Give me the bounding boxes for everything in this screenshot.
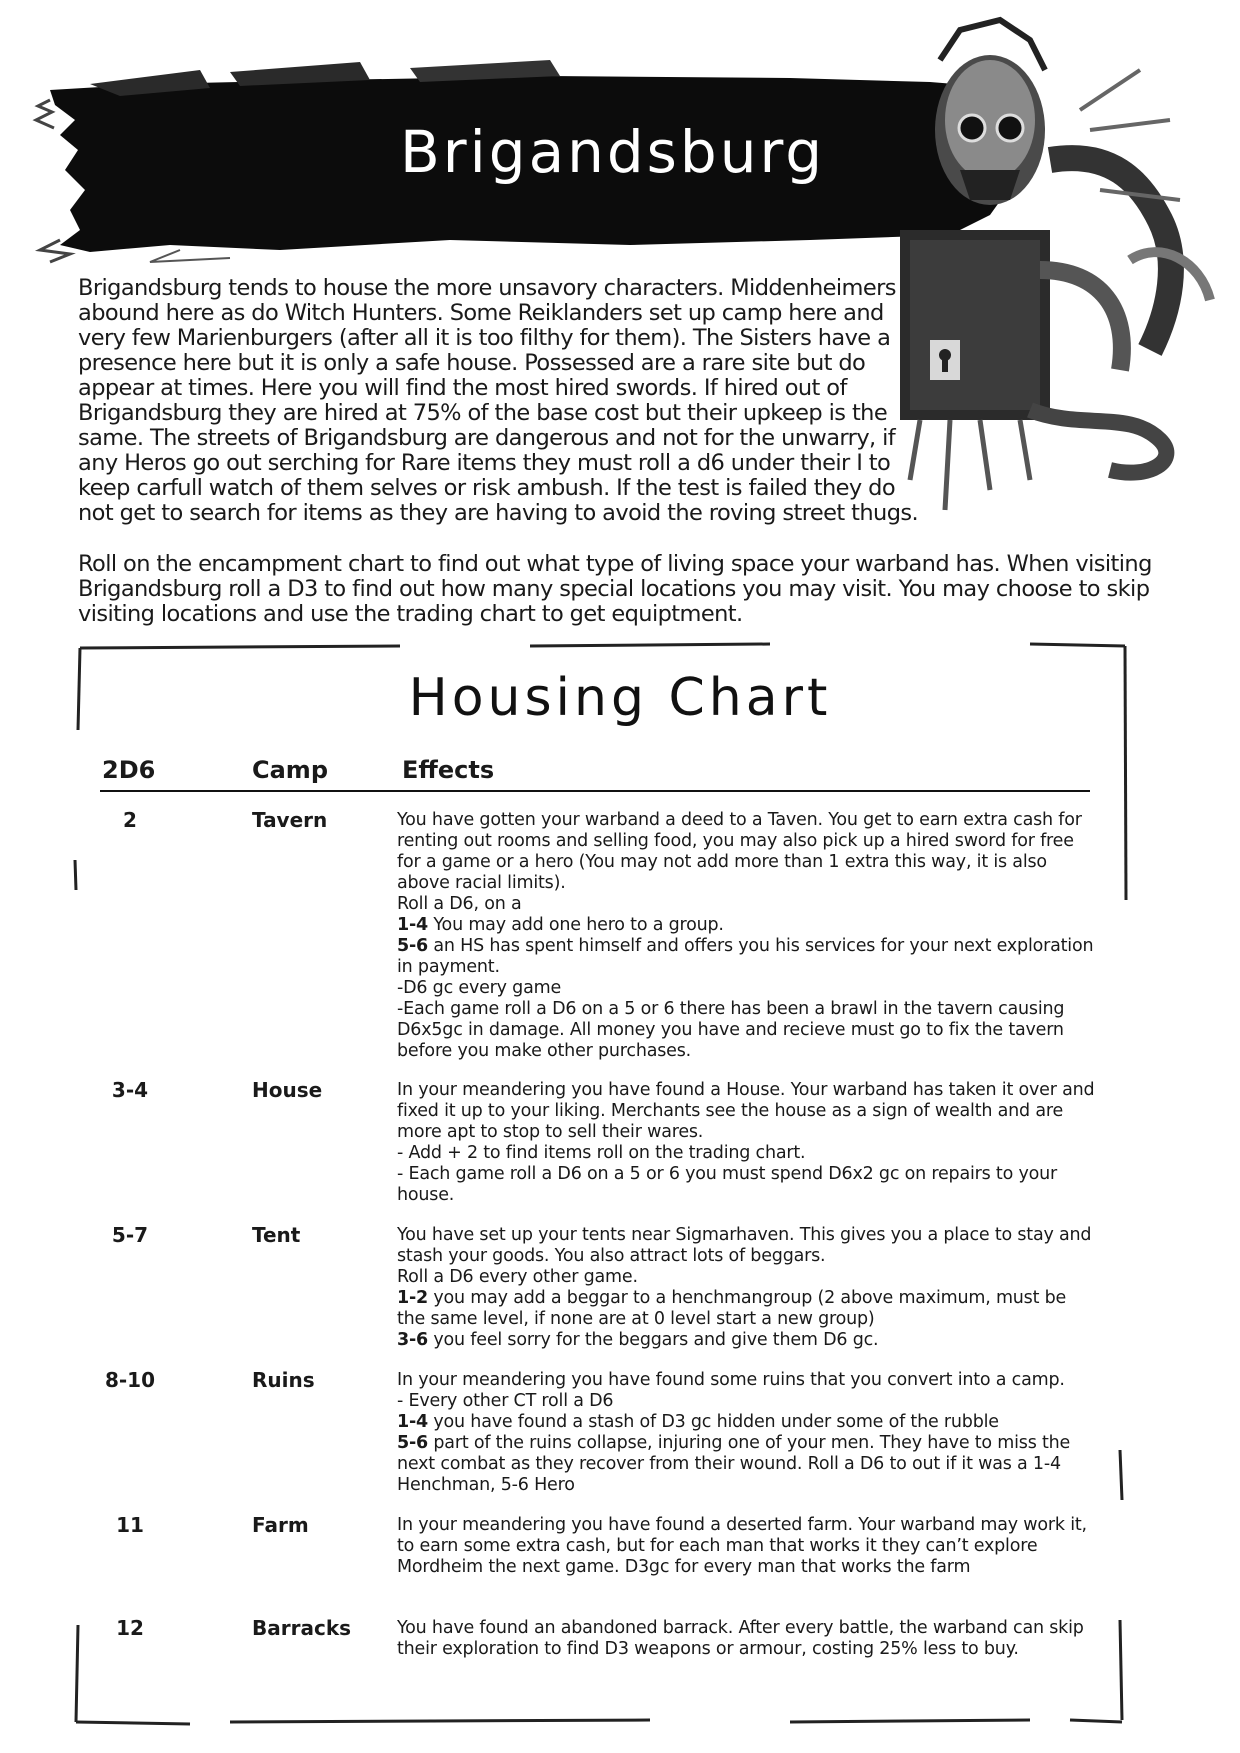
row-effects: [397, 1225, 1097, 1351]
row-roll: 2: [123, 808, 137, 832]
row-camp: Tent: [252, 1223, 301, 1247]
row-camp: Barracks: [252, 1616, 352, 1640]
effect-line: 3-6 you feel sorry for the beggars and give them D6 gc.: [397, 1330, 879, 1350]
column-header-effects: Effects: [402, 756, 495, 784]
intro-paragraph: Brigandsburg tends to house the more unsavory characters. Middenheimers abound here as do Witch Hunters. Some Reiklanders set up camp here and very few Marienburgers (after all it is too filthy for them). The Sisters have a presence here but it is only a safe house. Possessed are a rare site but do appear at times. Here you will find the most hired swords. If hired out of Brigandsburg they are hired at 75% of the base cost but their upkeep is the same. The streets of Brigandsburg are dangerous and not for the unwarry, if any Heros go out serching for Rare items they must roll a d6 under their I to keep carfull watch of them selves or risk ambush. If the test is failed they do not get to search for items as they are having to avoid the roving street thugs.: [78, 275, 919, 526]
effect-line: You have found an abandoned barrack. After every battle, the warband can skip their exploration to find D3 weapons or armour, costing 25% less to buy.: [397, 1618, 1084, 1659]
effect-line: Roll a D6 every other game.: [397, 1267, 638, 1287]
effect-line: In your meandering you have found some ruins that you convert into a camp.: [397, 1370, 1065, 1390]
column-header-roll: 2D6: [102, 756, 156, 784]
row-roll: 3-4: [111, 1078, 149, 1102]
effect-line: You have set up your tents near Sigmarhaven. This gives you a place to stay and stash your goods. You also attract lots of beggars.: [397, 1225, 1092, 1266]
effect-line: In your meandering you have found a House. Your warband has taken it over and fixed it up to your liking. Merchants see the house as a sign of wealth and are more apt to stop to sell their wares.: [397, 1080, 1095, 1142]
row-roll: 11: [116, 1513, 144, 1537]
effect-roll-range: 1-4: [397, 915, 429, 935]
row-effects: [397, 810, 1097, 1062]
effect-roll-range: 1-4: [397, 1412, 429, 1432]
effect-roll-range: 1-2: [397, 1288, 429, 1308]
row-effects: [397, 1515, 1097, 1578]
row-camp: Ruins: [252, 1368, 315, 1392]
effect-line: 5-6 an HS has spent himself and offers you his services for your next exploration in payment.: [397, 936, 1094, 977]
row-camp: Farm: [252, 1513, 309, 1537]
effect-line: -D6 gc every game: [397, 978, 562, 998]
effect-line: You have gotten your warband a deed to a Taven. You get to earn extra cash for renting out rooms and selling food, you may also pick up a hired sword for free for a game or a hero (You may not add more than 1 extra this way, it is also above racial limits).: [397, 810, 1082, 893]
chart-header-row: [100, 756, 1090, 792]
page-title: Brigandsburg: [400, 118, 826, 186]
ratman-sketch: [880, 10, 1220, 530]
row-effects: [397, 1618, 1097, 1660]
effect-roll-range: 5-6: [397, 1433, 429, 1453]
effect-line: In your meandering you have found a deserted farm. Your warband may work it, to earn some extra cash, but for each man that works it they can’t explore Mordheim the next game. D3gc for every man that works the farm: [397, 1515, 1087, 1577]
effect-line: 1-4 You may add one hero to a group.: [397, 915, 724, 935]
effect-line: 1-4 you have found a stash of D3 gc hidden under some of the rubble: [397, 1412, 999, 1432]
row-effects: [397, 1080, 1097, 1206]
row-effects: [397, 1370, 1097, 1496]
effect-line: - Each game roll a D6 on a 5 or 6 you must spend D6x2 gc on repairs to your house.: [397, 1164, 1058, 1205]
effect-roll-range: 5-6: [397, 936, 429, 956]
effect-line: - Add + 2 to find items roll on the trading chart.: [397, 1143, 806, 1163]
chart-title: Housing Chart: [408, 668, 832, 728]
instructions-paragraph: Roll on the encampment chart to find out what type of living space your warband has. When visiting Brigandsburg roll a D3 to find out how many special locations you may visit. You may choose to skip visiting locations and use the trading chart to get equiptment.: [78, 551, 1152, 627]
effect-line: 5-6 part of the ruins collapse, injuring one of your men. They have to miss the next combat as they recover from their wound. Roll a D6 to out if it was a 1-4 Henchman, 5-6 Hero: [397, 1433, 1071, 1495]
ratman-illustration: [880, 10, 1220, 530]
effect-line: 1-2 you may add a beggar to a henchmangroup (2 above maximum, must be the same level, if none are at 0 level start a new group): [397, 1288, 1067, 1329]
row-roll: 12: [116, 1616, 144, 1640]
column-header-camp: Camp: [252, 756, 328, 784]
row-roll: 8-10: [104, 1368, 156, 1392]
effect-line: -Each game roll a D6 on a 5 or 6 there has been a brawl in the tavern causing D6x5gc in damage. All money you have and recieve must go to fix the tavern before you make other purchases.: [397, 999, 1065, 1061]
row-camp: Tavern: [252, 808, 328, 832]
effect-line: Roll a D6, on a: [397, 894, 522, 914]
effect-line: - Every other CT roll a D6: [397, 1391, 614, 1411]
row-roll: 5-7: [111, 1223, 149, 1247]
effect-roll-range: 3-6: [397, 1330, 429, 1350]
row-camp: House: [252, 1078, 323, 1102]
